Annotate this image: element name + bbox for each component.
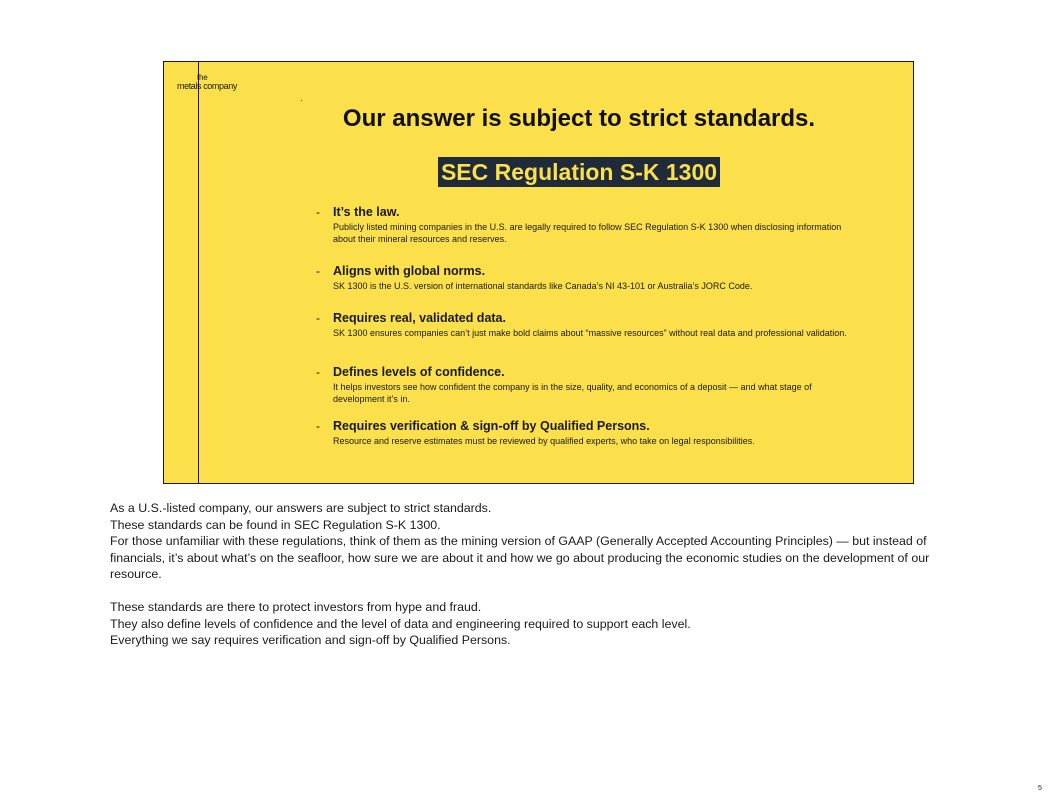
notes-line: These standards can be found in SEC Regulation S-K 1300. [110,517,441,532]
dot-mark [301,100,302,101]
slide [163,61,914,484]
bullet-dash: - [316,205,320,219]
slide-title: Our answer is subject to strict standards. [342,105,816,132]
notes-spacer [110,583,950,600]
bullet-dash: - [316,311,320,325]
logo-text-top: the [197,73,208,82]
item-heading: It’s the law. [333,205,400,219]
item-heading: Aligns with global norms. [333,264,486,278]
speaker-notes [110,500,950,649]
bullet-dash: - [316,419,320,433]
regulation-banner: SEC Regulation S-K 1300 [438,157,720,187]
bullet-dash: - [316,365,320,379]
item-heading: Requires real, validated data. [333,311,506,325]
item-body: SK 1300 ensures companies can’t just make bold claims about “massive resources” without real data and professional validation. [333,328,847,338]
notes-line: They also define levels of confidence and the level of data and engineering required to support each level. [110,616,691,631]
notes-line: These standards are there to protect investors from hype and fraud. [110,600,482,614]
vertical-divider [198,62,199,483]
item-body: Resource and reserve estimates must be reviewed by qualified experts, who take on legal responsibilities. [333,436,755,446]
item-body: SK 1300 is the U.S. version of international standards like Canada’s NI 43-101 or Australia’s JORC Code. [333,281,753,291]
company-logo [177,73,257,93]
item-heading: Defines levels of confidence. [333,365,505,379]
notes-line: As a U.S.-listed company, our answers are subject to strict standards. [110,501,492,515]
notes-line: Everything we say requires verification and sign-off by Qualified Persons. [110,633,511,647]
item-heading: Requires verification & sign-off by Qualified Persons. [333,419,650,433]
item-body: Publicly listed mining companies in the U.S. are legally required to follow SEC Regulation S-K 1300 when disclosing information about their mineral resources and reserves. [333,222,842,244]
bullet-dash: - [316,264,320,278]
notes-line: For those unfamiliar with these regulations, think of them as the mining version of GAAP (Generally Accepted Accounting Principles) — but instead of financials, it’s about what’s on the seafloor, how sure we are about it and how we go about producing the economic studies on the development of our resource. [110,534,930,581]
regulation-banner-wrap [164,157,994,187]
page-number: 5 [1038,785,1042,792]
logo-text-bottom: metals company [177,81,237,91]
item-body: It helps investors see how confident the company is in the size, quality, and economics of a deposit — and what stage of development it’s in. [333,382,812,404]
